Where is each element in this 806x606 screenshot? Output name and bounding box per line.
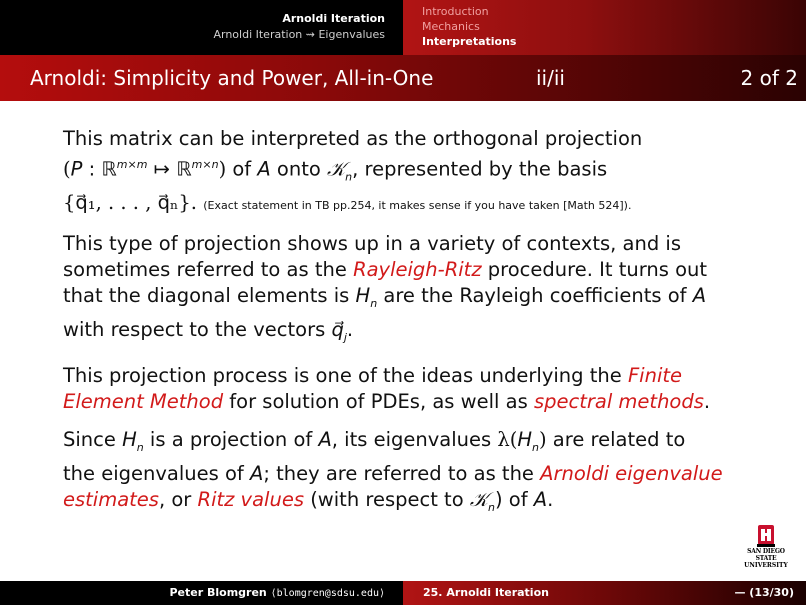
math-var: H xyxy=(355,284,371,308)
text: . xyxy=(346,318,354,342)
slide-body xyxy=(63,126,763,533)
header-section-info xyxy=(0,0,403,55)
text: of xyxy=(226,157,258,181)
math-var: P xyxy=(70,157,83,181)
math-symbol: 𝒦 xyxy=(469,488,488,512)
text: sometimes referred to as the xyxy=(63,258,354,282)
emphasis-ritz-values: Ritz values xyxy=(197,488,304,512)
paragraph-projection xyxy=(63,126,763,219)
text: , its eigenvalues xyxy=(331,428,498,452)
text: ; they are referred to as the xyxy=(263,462,541,486)
text: , or xyxy=(158,488,198,512)
frame-part: ii/ii xyxy=(536,66,565,90)
math-var: A xyxy=(692,284,707,308)
frame-title: Arnoldi: Simplicity and Power, All-in-One xyxy=(30,66,434,90)
math-symbol: ℝ xyxy=(101,157,117,181)
emphasis-finite: Finite xyxy=(627,364,683,388)
math-sub: n xyxy=(487,500,495,514)
text: with respect to the vectors xyxy=(63,318,332,342)
text: procedure. It turns out xyxy=(481,258,708,282)
text: This type of projection shows up in a variety of contexts, and is xyxy=(63,232,682,256)
footer-page-number: — (13/30) xyxy=(734,586,794,599)
seal-icon xyxy=(755,524,777,548)
math-sup: m×m xyxy=(116,158,148,171)
math-var: H xyxy=(122,428,137,452)
emphasis-spectral-methods: spectral methods xyxy=(533,390,704,414)
math-var: A xyxy=(533,488,548,512)
text: This matrix can be interpreted as the orthogonal projection xyxy=(63,127,643,150)
text: ( xyxy=(63,157,71,181)
author-name: Peter Blomgren xyxy=(169,586,267,599)
text: This projection process is one of the ideas underlying the xyxy=(63,364,628,388)
text: are related to xyxy=(546,428,686,452)
math-sub: n xyxy=(345,170,353,184)
emphasis-arnoldi-eigenvalue: Arnoldi eigenvalue xyxy=(540,462,723,486)
text: : xyxy=(82,157,102,181)
paragraph-eigenvalues xyxy=(63,427,763,521)
section-title[interactable]: Arnoldi Iteration xyxy=(282,12,385,25)
text: (with respect to xyxy=(304,488,470,512)
math-symbol: ↦ xyxy=(147,157,177,181)
text: , represented by the basis xyxy=(352,157,608,181)
text: onto xyxy=(270,157,327,181)
text: . xyxy=(703,390,711,414)
university-logo xyxy=(741,524,791,574)
math-sub: n xyxy=(532,441,539,455)
nav-interpretations[interactable]: Interpretations xyxy=(422,35,517,48)
text: is a projection of xyxy=(143,428,319,452)
footer-author xyxy=(0,581,403,605)
logo-line1: SAN DIEGO STATE xyxy=(747,548,785,562)
logo-line2: UNIVERSITY xyxy=(744,562,788,569)
math-symbol: ) xyxy=(539,428,547,452)
text: that the diagonal elements is xyxy=(63,284,356,308)
header-bar xyxy=(0,0,806,55)
math-basis: {q⃗₁, . . . , q⃗ₙ}. xyxy=(63,191,198,215)
nav-introduction[interactable]: Introduction xyxy=(422,5,489,18)
text: are the Rayleigh coefficients of xyxy=(377,284,693,308)
footer-section[interactable]: 25. Arnoldi Iteration xyxy=(423,586,549,599)
math-var: A xyxy=(318,428,332,452)
footnote-text: (Exact statement in TB pp.254, it makes sense if you have taken [Math 524]). xyxy=(203,199,632,213)
math-symbol: λ( xyxy=(497,428,518,452)
emphasis-rayleigh-ritz: Rayleigh-Ritz xyxy=(353,258,482,282)
text: . xyxy=(547,488,554,512)
math-var: A xyxy=(249,462,264,486)
header-nav xyxy=(403,0,806,55)
footer-bar xyxy=(0,581,806,605)
text: for solution of PDEs, as well as xyxy=(223,390,534,414)
footer-info xyxy=(403,581,806,605)
math-var: q⃗ xyxy=(331,318,344,342)
paragraph-rayleigh-ritz xyxy=(63,231,763,351)
math-symbol: ℝ xyxy=(176,157,192,181)
text: the eigenvalues of xyxy=(63,462,250,486)
emphasis-element-method: Element Method xyxy=(63,390,224,414)
text: ) xyxy=(218,157,227,181)
math-var: H xyxy=(517,428,533,452)
nav-mechanics[interactable]: Mechanics xyxy=(422,20,480,33)
frame-page: 2 of 2 xyxy=(740,66,798,90)
subsection-title[interactable]: Arnoldi Iteration ⇝ Eigenvalues xyxy=(213,28,385,41)
math-symbol: 𝒦 xyxy=(326,157,346,181)
math-sup: m×n xyxy=(191,158,219,171)
text: ) of xyxy=(494,488,534,512)
author-email: ⟨blomgren@sdsu.edu⟩ xyxy=(270,588,385,599)
math-sub: n xyxy=(370,297,378,311)
frame-title-bar xyxy=(0,55,806,101)
paragraph-fem xyxy=(63,363,763,415)
math-var: A xyxy=(257,157,271,181)
emphasis-estimates: estimates xyxy=(63,488,159,512)
text: Since xyxy=(63,428,123,452)
math-sub: n xyxy=(136,441,144,455)
math-sub: j xyxy=(343,331,347,345)
